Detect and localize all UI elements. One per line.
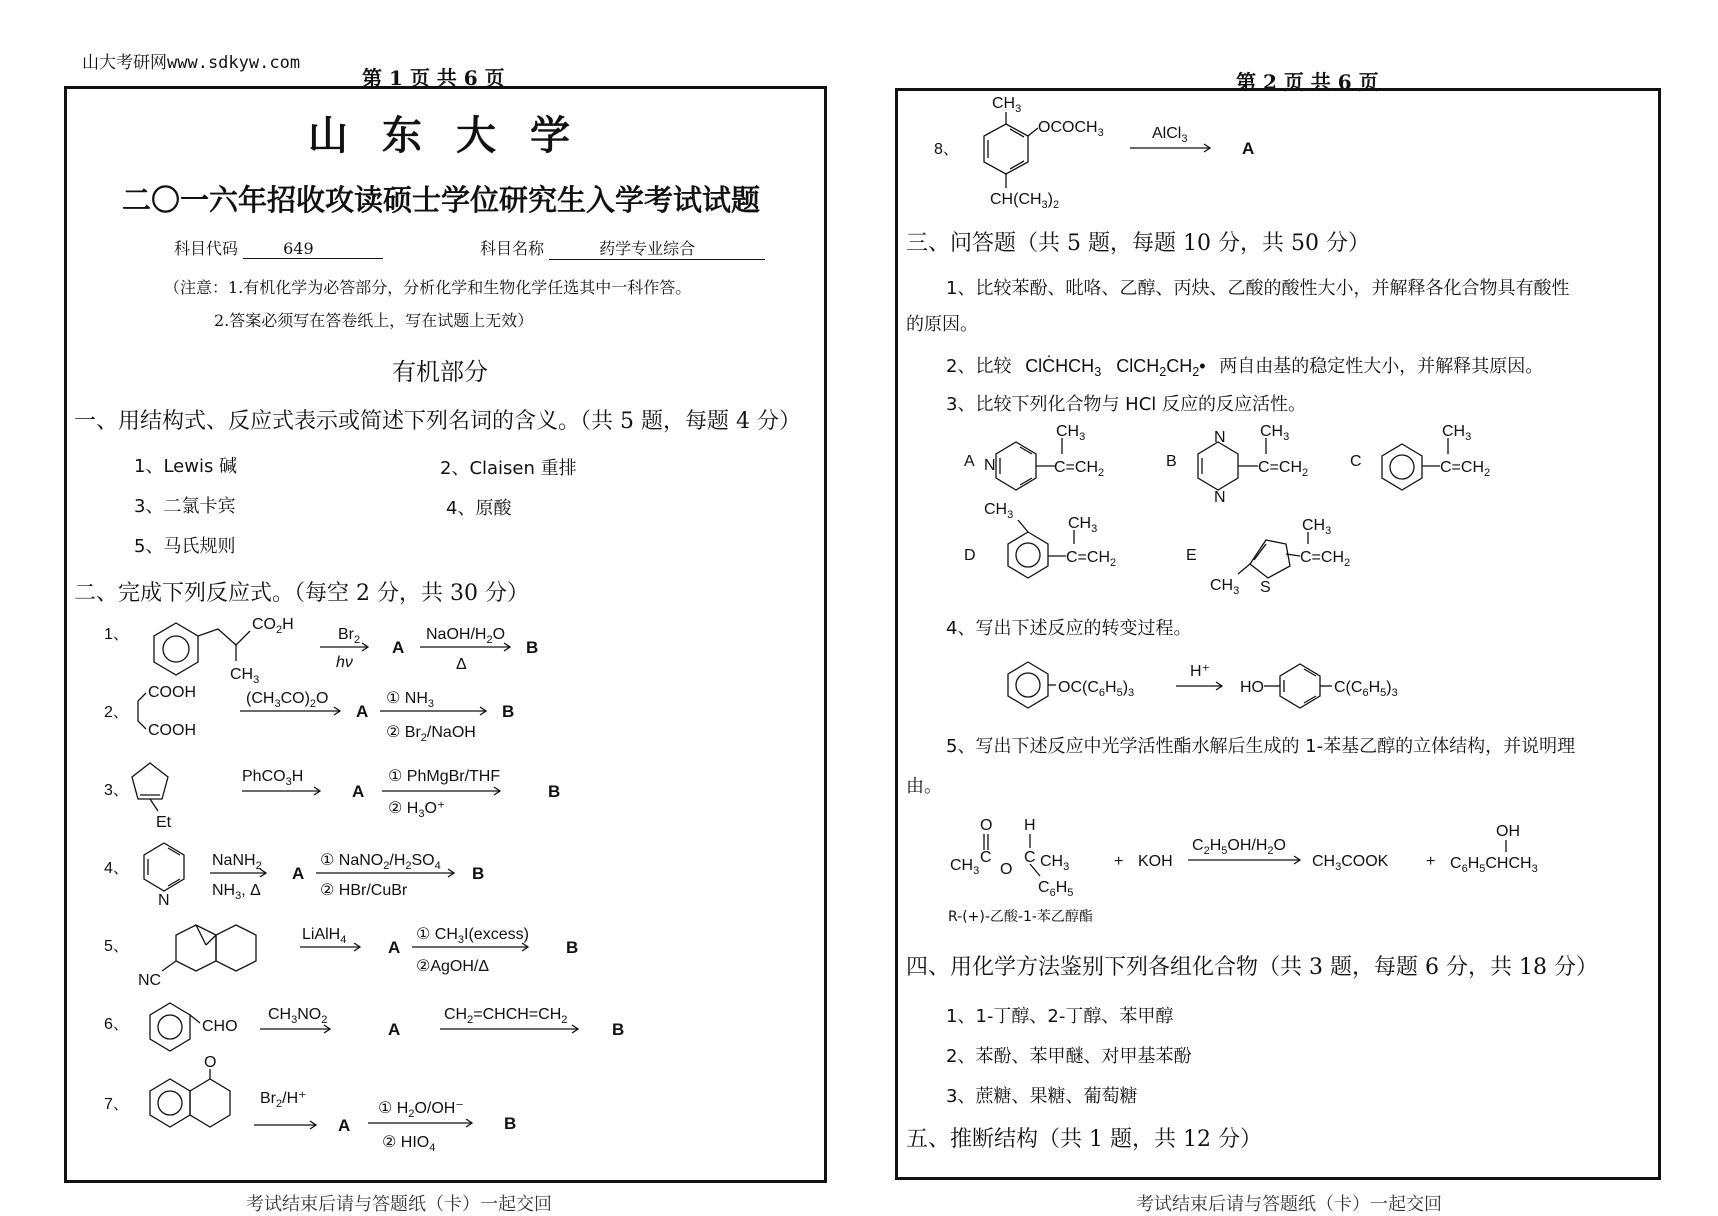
reaction-5 (104, 925, 578, 989)
svg-text:B: B (548, 782, 561, 801)
svg-text:O: O (204, 1054, 217, 1071)
question-4: 4、写出下述反应的转变过程。 (946, 618, 1192, 639)
svg-text:CH3: $CH_3$ (984, 501, 1014, 521)
svg-text:3、: 3、 (104, 782, 129, 799)
svg-text:B: B (1166, 453, 1177, 470)
radical-structures: ClĊHCH$_3$ $ClCH_2CH_2•$ (1025, 356, 1206, 379)
svg-text:OH: OH (1496, 823, 1520, 840)
reaction-1 (104, 616, 538, 686)
subject-code-row (174, 236, 383, 259)
note-2: 2.答案必须写在答卷纸上，写在试题上无效） (214, 311, 534, 330)
svg-text:O: O (980, 817, 993, 834)
svg-text:A: A (964, 453, 975, 470)
svg-text:CHO: CHO (202, 1018, 238, 1035)
svg-text:C6H5CHCH3: $C_6H_5CHCH_3$ (1450, 855, 1538, 875)
svg-text:A: A (292, 864, 305, 883)
svg-text:B: B (612, 1020, 625, 1039)
svg-text:② Br2/NaOH: ② $Br_2$/NaOH (386, 724, 476, 744)
sec4-item-2: 2、苯酚、苯甲醚、对甲基苯酚 (946, 1046, 1192, 1067)
svg-text:CO2H: $CO_2H$ (252, 616, 294, 636)
compound-C (1350, 423, 1490, 490)
svg-text:C: C (1024, 849, 1036, 866)
question-5-line-2: 由。 (906, 776, 942, 797)
svg-text:8、: 8、 (934, 141, 959, 158)
sec1-item-3: 3、二氯卡宾 (134, 496, 236, 517)
svg-text:H: H (1024, 817, 1036, 834)
sec1-item-4: 4、原酸 (446, 498, 512, 519)
question-4-reaction (990, 650, 1460, 720)
code-label: 科目代码 (174, 239, 239, 258)
page1-footer: 考试结束后请与答题纸（卡）一起交回 (246, 1194, 552, 1215)
reaction-6 (104, 1003, 624, 1051)
svg-text:OCOCH3: $OCOCH_3$ (1038, 119, 1104, 139)
svg-text:N: N (1214, 429, 1226, 446)
svg-text:KOH: KOH (1138, 853, 1173, 870)
svg-text:AlCl3: AlCl$_3$ (1152, 125, 1188, 145)
svg-text:N: N (1214, 489, 1226, 506)
svg-text:+: + (1114, 853, 1124, 870)
svg-text:C: C (1350, 453, 1362, 470)
svg-text:B: B (566, 938, 579, 957)
svg-text:N: N (158, 892, 170, 909)
question-1-line-2: 的原因。 (906, 314, 978, 335)
svg-text:CH2=CHCH=CH2: $CH_2=CHCH=CH_2$ (444, 1006, 568, 1026)
svg-text:CH(CH3)2: $CH(CH_3)_2$ (990, 191, 1060, 211)
svg-text:2、: 2、 (104, 704, 129, 721)
svg-text:CH3: $CH_3$ (1056, 423, 1086, 443)
svg-text:Et: Et (156, 814, 172, 831)
svg-text:CH3: $CH_3$ (1260, 423, 1290, 443)
compound-A (964, 423, 1104, 490)
svg-text:PhCO3H: PhCO$_3$H (242, 768, 304, 788)
ester-name: R-(+)-乙酸-1-苯乙醇酯 (948, 909, 1093, 925)
svg-text:C=CH2: $C=CH_2$ (1054, 459, 1105, 479)
part-title: 有机部分 (392, 358, 488, 386)
svg-text:(CH3CO)2O: $(CH_3CO)_2O$ (246, 690, 329, 710)
svg-text:7、: 7、 (104, 1096, 129, 1113)
sec1-item-5: 5、马氏规则 (134, 536, 236, 557)
svg-text:① PhMgBr/THF: ① PhMgBr/THF (388, 768, 501, 785)
svg-text:C=CH2: $C=CH_2$ (1066, 549, 1117, 569)
svg-text:① NH3: ① $NH_3$ (386, 690, 435, 710)
sec1-item-1: 1、Lewis 碱 (134, 456, 238, 477)
svg-text:A: A (392, 638, 405, 657)
svg-text:A: A (388, 1020, 401, 1039)
compound-B (1166, 423, 1308, 506)
svg-text:NC: NC (138, 972, 162, 989)
svg-text:A: A (356, 702, 369, 721)
svg-text:C6H5: $C_6H_5$ (1038, 879, 1074, 899)
svg-text:E: E (1186, 547, 1197, 564)
svg-text:Br2: $Br_2$ (338, 626, 361, 646)
svg-text:B: B (502, 702, 515, 721)
svg-text:COOH: COOH (148, 684, 196, 701)
svg-text:B: B (526, 638, 539, 657)
section-2-title: 二、完成下列反应式。（每空 2 分，共 30 分） (74, 581, 529, 606)
svg-text:S: S (1260, 579, 1271, 596)
code-value: 649 (243, 239, 383, 259)
question-2-suffix: 两自由基的稳定性大小，并解释其原因。 (1219, 356, 1544, 377)
page-number-1: 第 1 页 共 6 页 (362, 66, 505, 90)
svg-text:O: O (1000, 861, 1013, 878)
svg-text:COOH: COOH (148, 722, 196, 739)
svg-text:NaOH/H2O: NaOH/$H_2O$ (426, 626, 506, 646)
question-3: 3、比较下列化合物与 HCl 反应的反应活性。 (946, 394, 1306, 415)
svg-text:② H3O⁺: ② $H_3O^+$ (388, 800, 446, 820)
reaction-7 (104, 1054, 516, 1154)
svg-text:CH3: $CH_3$ (950, 857, 980, 877)
question-2-prefix: 2、比较 (946, 356, 1012, 377)
svg-text:CH3NO2: $CH_3NO_2$ (268, 1006, 328, 1026)
reaction-2 (104, 684, 514, 744)
reaction-8 (920, 92, 1300, 212)
exam-title: 二〇一六年招收攻读硕士学位研究生入学考试试题 (122, 183, 761, 217)
svg-text:CH3: $CH_3$ (1068, 515, 1098, 535)
svg-text:+: + (1426, 853, 1436, 870)
svg-text:B: B (504, 1114, 517, 1133)
svg-text:① H2O/OH⁻: ① $H_2O/OH^-$ (378, 1100, 464, 1120)
sec4-item-1: 1、1-丁醇、2-丁醇、苯甲醇 (946, 1006, 1174, 1027)
section-5-title: 五、推断结构（共 1 题，共 12 分） (906, 1127, 1262, 1152)
question-5-line-1: 5、写出下述反应中光学活性酯水解后生成的 1-苯基乙醇的立体结构，并说明理 (946, 736, 1576, 757)
svg-text:B: B (472, 864, 485, 883)
subject-name-row (480, 236, 765, 260)
svg-text:① CH3I(excess): ① $CH_3I(excess)$ (416, 926, 529, 946)
svg-text:HO: HO (1240, 679, 1264, 696)
reaction-4 (104, 843, 484, 909)
reaction-3 (104, 763, 560, 831)
question-3-structures (950, 420, 1590, 610)
svg-text:C(C6H5)3: $C(C_6H_5)_3$ (1334, 679, 1398, 699)
reactions-1-7 (90, 605, 810, 1160)
page2-footer: 考试结束后请与答题纸（卡）一起交回 (1136, 1194, 1442, 1215)
svg-text:① NaNO2/H2SO4: ① $NaNO_2/H_2SO_4$ (320, 852, 441, 872)
sec1-item-2: 2、Claisen 重排 (440, 458, 577, 479)
note-1: （注意：1.有机化学为必答部分，分析化学和生物化学任选其中一科作答。 (164, 278, 692, 297)
svg-text:LiAlH4: LiAlH$_4$ (302, 926, 347, 946)
svg-text:4、: 4、 (104, 860, 129, 877)
svg-text:H⁺: H⁺ (1190, 663, 1210, 680)
svg-text:Δ: Δ (456, 656, 467, 673)
svg-text:C=CH2: $C=CH_2$ (1258, 459, 1309, 479)
svg-text:6、: 6、 (104, 1016, 129, 1033)
compound-E (1186, 517, 1350, 597)
svg-text:hν: hν (336, 654, 353, 671)
svg-text:CH3: $CH_3$ (1442, 423, 1472, 443)
page-number-2: 第 2 页 共 6 页 (1236, 70, 1379, 94)
svg-text:CH3: $CH_3$ (1040, 853, 1070, 873)
svg-text:OC(C6H5)3: $OC(C_6H_5)_3$ (1058, 679, 1135, 699)
section-4-title: 四、用化学方法鉴别下列各组化合物（共 3 题，每题 6 分，共 18 分） (906, 955, 1598, 980)
svg-text:② HIO4: ② $HIO_4$ (382, 1134, 436, 1154)
university-title: 山东大学 (308, 112, 604, 159)
site-watermark: 山大考研网www.sdkyw.com (82, 53, 301, 73)
svg-text:1、: 1、 (104, 626, 129, 643)
name-label: 科目名称 (480, 239, 545, 258)
svg-text:D: D (964, 547, 976, 564)
compound-D (964, 501, 1116, 578)
question-1-line-1: 1、比较苯酚、吡咯、乙醇、丙炔、乙酸的酸性大小，并解释各化合物具有酸性 (946, 278, 1570, 299)
svg-text:A: A (1242, 139, 1255, 158)
svg-text:②AgOH/Δ: ②AgOH/Δ (416, 958, 490, 975)
section-3-title: 三、问答题（共 5 题，每题 10 分，共 50 分） (906, 231, 1370, 256)
section-1-title: 一、用结构式、反应式表示或简述下列名词的含义。（共 5 题，每题 4 分） (74, 409, 801, 434)
svg-text:CH3: $CH_3$ (1210, 577, 1240, 597)
svg-text:N: N (984, 457, 996, 474)
svg-text:Br2/H⁺: $Br_2/H^+$ (260, 1090, 307, 1110)
svg-text:A: A (388, 938, 401, 957)
svg-text:NaNH2: NaNH$_2$ (212, 852, 262, 872)
svg-text:CH3: $CH_3$ (230, 666, 260, 686)
svg-text:NH3, Δ: $NH_3$, Δ (212, 882, 261, 902)
svg-text:A: A (338, 1116, 351, 1135)
sec4-item-3: 3、蔗糖、果糖、葡萄糖 (946, 1086, 1138, 1107)
name-value: 药学专业综合 (549, 236, 765, 260)
svg-text:CH3: $CH_3$ (992, 95, 1022, 115)
svg-text:5、: 5、 (104, 938, 129, 955)
svg-text:C2H5OH/H2O: $C_2H_5OH/H_2O$ (1192, 837, 1286, 857)
svg-text:CH3COOK: $CH_3COOK$ (1312, 853, 1389, 873)
svg-text:C: C (980, 849, 992, 866)
svg-text:② HBr/CuBr: ② HBr/CuBr (320, 882, 408, 899)
svg-text:A: A (352, 782, 365, 801)
question-2 (946, 352, 1543, 379)
svg-text:C=CH2: $C=CH_2$ (1440, 459, 1491, 479)
svg-text:C=CH2: $C=CH_2$ (1300, 549, 1351, 569)
svg-text:CH3: $CH_3$ (1302, 517, 1332, 537)
